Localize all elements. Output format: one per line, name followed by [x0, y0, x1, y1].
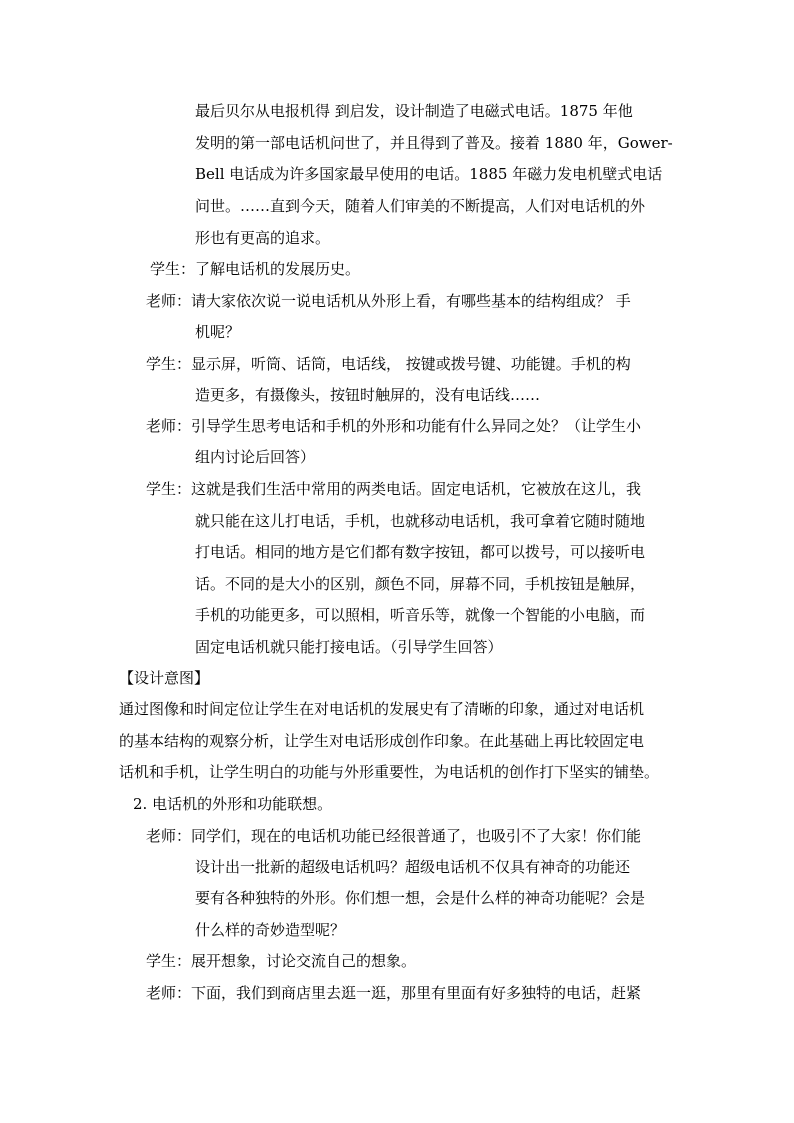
text-line: 最后贝尔从电报机得 到启发，设计制造了电磁式电话。1875 年他 [195, 102, 633, 120]
dialogue-line: 老师：引导学生思考电话和手机的外形和功能有什么异同之处？（让学生小 [146, 417, 642, 435]
text-line: 打电话。相同的地方是它们都有数字按钮，都可以拨号，可以接听电 [195, 543, 646, 561]
text-line: 发明的第一部电话机问世了，并且得到了普及。接着 1880 年，Gower- [195, 134, 673, 152]
text-line: 什么样的奇妙造型呢？ [195, 921, 346, 939]
text-line: Bell 电话成为许多国家最早使用的电话。1885 年磁力发电机壁式电话 [195, 165, 663, 183]
text-line: 组内讨论后回答） [195, 448, 316, 466]
dialogue-line: 老师：请大家依次说一说电话机从外形上看，有哪些基本的结构组成？ 手 [146, 292, 631, 310]
text-line: 设计出一批新的超级电话机吗？超级电话机不仅具有神奇的功能还 [195, 858, 631, 876]
text-line: 固定电话机就只能打接电话。（引导学生回答） [195, 638, 503, 656]
text-line: 造更多，有摄像头，按钮时触屏的，没有电话线…… [195, 386, 541, 404]
dialogue-line: 学生：展开想象，讨论交流自己的想象。 [146, 952, 417, 970]
text-line: 话机和手机，让学生明白的功能与外形重要性，为电话机的创作打下坚实的铺垫。 [119, 763, 660, 781]
dialogue-line: 学生：了解电话机的发展历史。 [150, 260, 361, 278]
text-line: 形也有更高的追求。 [195, 229, 331, 247]
section-heading: 【设计意图】 [119, 669, 210, 687]
text-line: 要有各种独特的外形。你们想一想，会是什么样的神奇功能呢？会是 [195, 889, 646, 907]
text-line: 话。不同的是大小的区别，颜色不同，屏幕不同，手机按钮是触屏， [195, 575, 646, 593]
dialogue-line: 老师：同学们，现在的电话机功能已经很普通了，也吸引不了大家！你们能 [146, 827, 642, 845]
dialogue-line: 老师：下面，我们到商店里去逛一逛，那里有里面有好多独特的电话，赶紧 [146, 984, 642, 1002]
dialogue-line: 学生：这就是我们生活中常用的两类电话。固定电话机，它被放在这儿，我 [146, 480, 642, 498]
dialogue-line: 学生：显示屏，听筒、话筒，电话线， 按键或拨号键、功能键。手机的构 [146, 355, 631, 373]
text-line: 的基本结构的观察分析，让学生对电话形成创作印象。在此基础上再比较固定电 [119, 732, 645, 750]
text-line: 通过图像和时间定位让学生在对电话机的发展史有了清晰的印象，通过对电话机 [119, 700, 645, 718]
text-line: 问世。……直到今天，随着人们审美的不断提高，人们对电话机的外 [195, 197, 646, 215]
numbered-item: 2. 电话机的外形和功能联想。 [133, 795, 333, 813]
text-line: 就只能在这儿打电话，手机，也就移动电话机，我可拿着它随时随地 [195, 512, 646, 530]
text-line: 机呢？ [195, 323, 241, 341]
text-line: 手机的功能更多，可以照相，听音乐等，就像一个智能的小电脑，而 [195, 606, 646, 624]
